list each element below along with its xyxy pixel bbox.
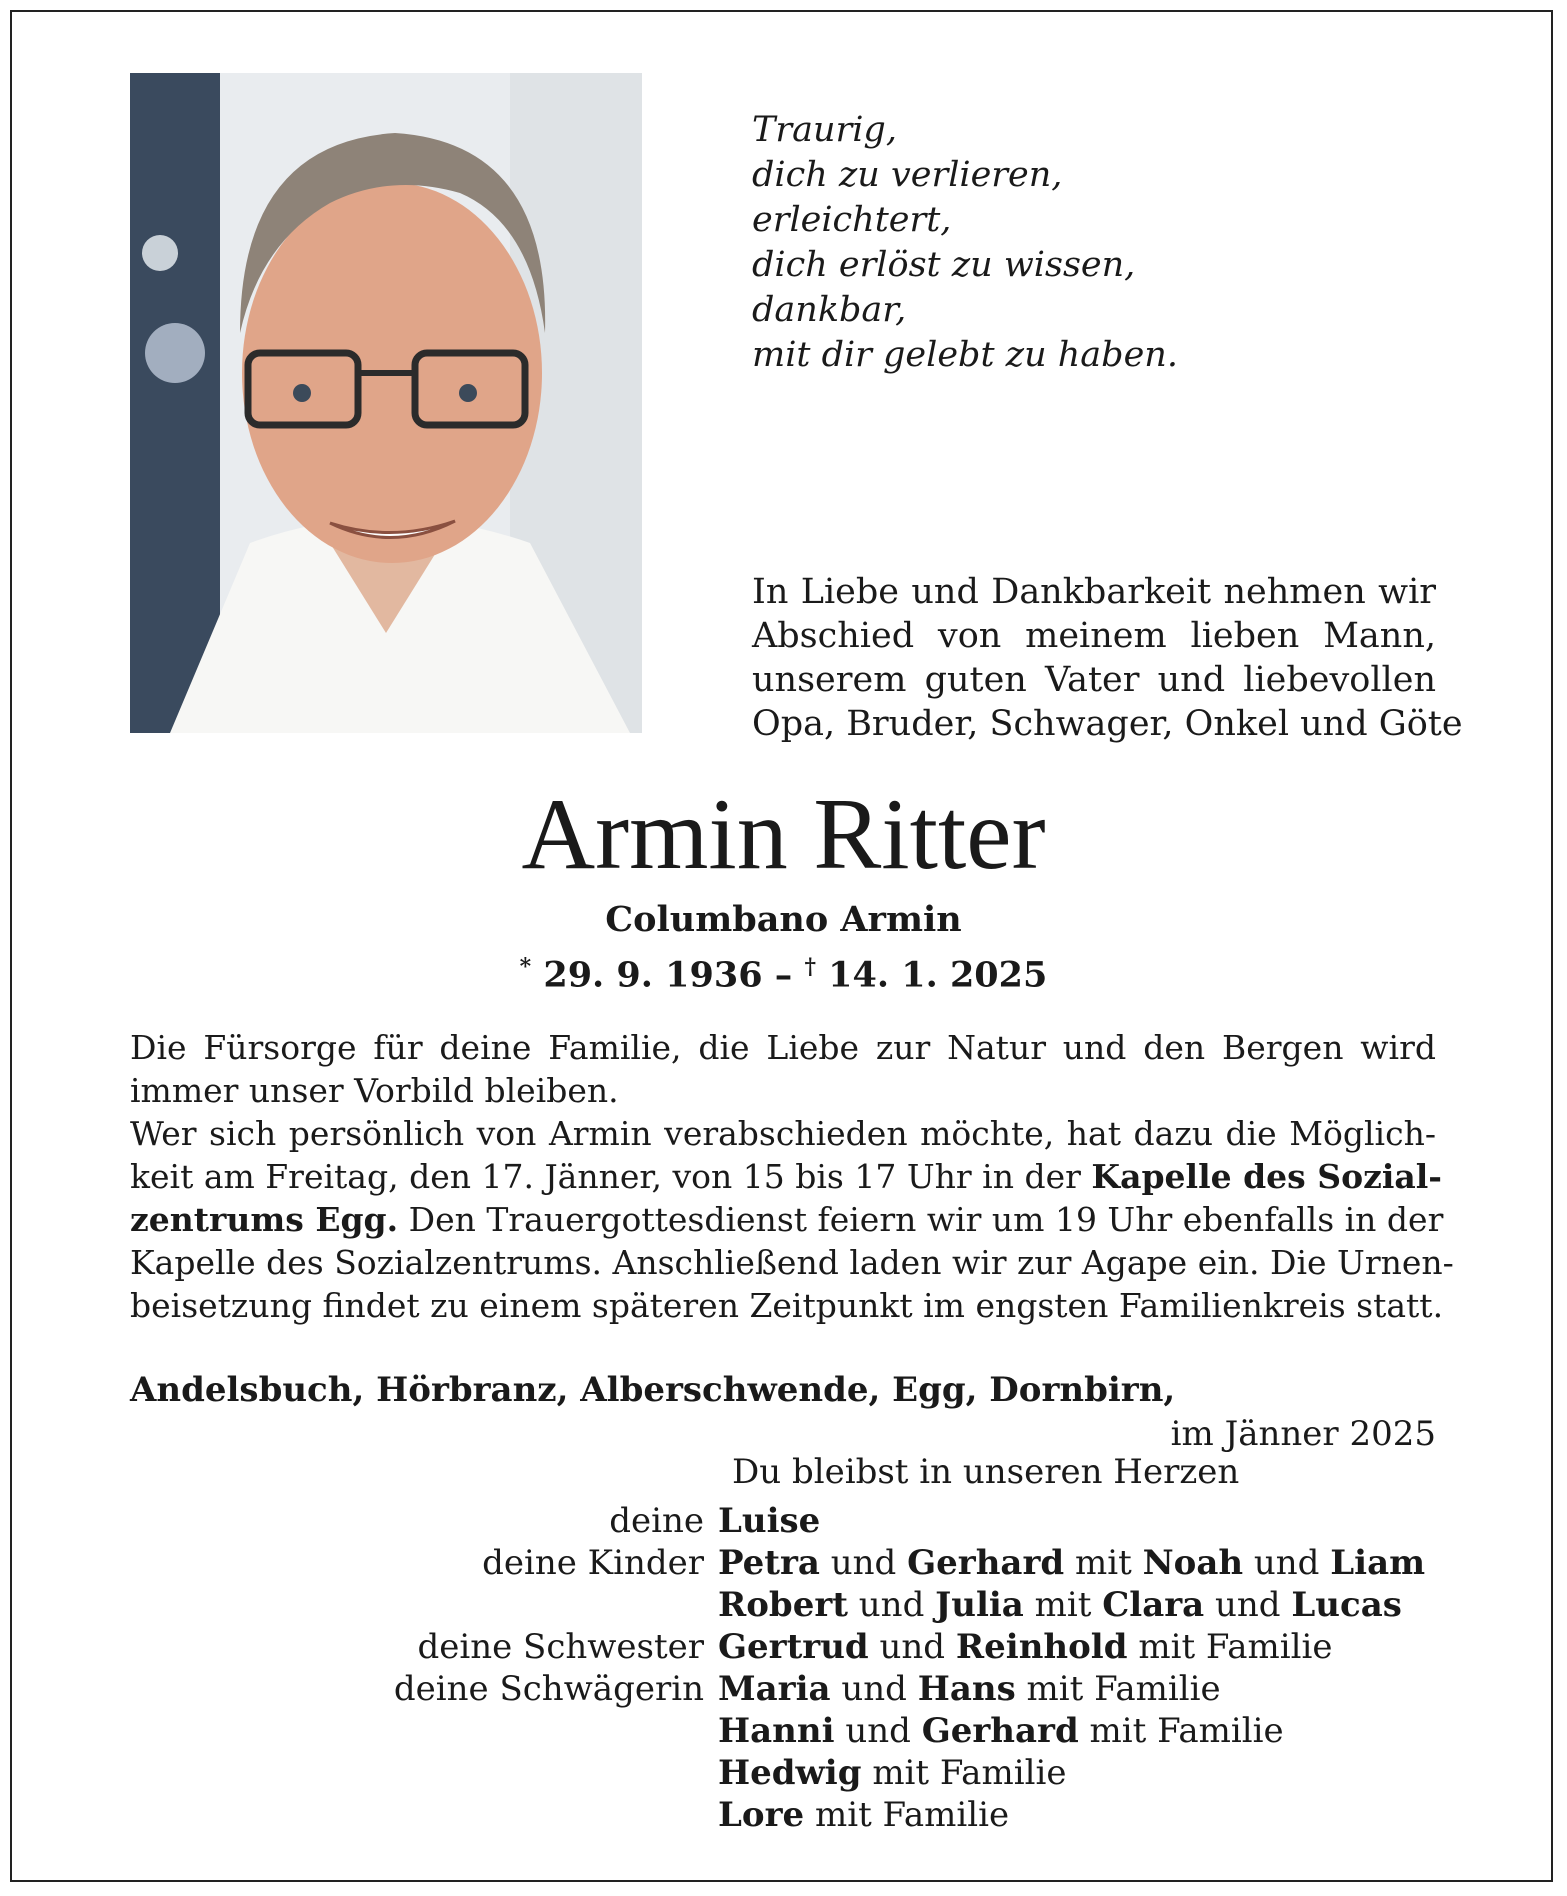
body-line	[130, 1198, 1444, 1241]
connector: und	[1215, 1585, 1281, 1625]
connector: und	[858, 1585, 925, 1625]
connector: mit Familie	[1089, 1711, 1284, 1751]
body-line: Die Fürsorge für deine Familie, die Liebe zur Natur und den Bergen wird	[130, 1028, 1436, 1067]
life-dates	[0, 945, 1567, 998]
body-text: Den Trauergottesdienst feiern wir um 19 Uhr ebenfalls in der	[408, 1200, 1444, 1239]
relation: deine Kinder	[482, 1543, 704, 1583]
connector: mit Familie	[1026, 1669, 1221, 1709]
poem-line: Traurig,	[752, 110, 897, 150]
mourner-name: Hans	[917, 1669, 1016, 1709]
location-name: Kapelle des Sozial-	[1091, 1157, 1442, 1196]
family-row	[130, 1500, 1436, 1542]
family-row	[130, 1752, 1436, 1794]
family-row	[130, 1794, 1436, 1836]
family-row	[130, 1584, 1436, 1626]
poem-line: dankbar,	[752, 290, 907, 330]
body-line: beisetzung findet zu einem späteren Zeitpunkt im engsten Familienkreis statt.	[130, 1286, 1444, 1325]
mourner-name: Gertrud	[718, 1627, 869, 1667]
poem-line: dich zu verlieren,	[752, 155, 1063, 195]
intro-line: Opa, Bruder, Schwager, Onkel und Göte	[752, 704, 1463, 744]
mourner-name: Hedwig	[718, 1753, 862, 1793]
connector: und	[841, 1669, 907, 1709]
mourner-name: Reinhold	[955, 1627, 1128, 1667]
mourner-name: Luise	[718, 1501, 821, 1541]
poem	[752, 108, 1178, 378]
family-row	[130, 1668, 1436, 1710]
mourner-name: Gerhard	[907, 1543, 1065, 1583]
birth-date: 29. 9. 1936	[543, 954, 763, 996]
family-list	[130, 1500, 1436, 1836]
connector: mit	[1034, 1585, 1092, 1625]
connector: und	[879, 1627, 946, 1667]
mourner-name: Robert	[718, 1585, 848, 1625]
poem-line: mit dir gelebt zu haben.	[752, 335, 1178, 375]
body-line	[130, 1155, 1442, 1198]
poem-line: erleichtert,	[752, 200, 952, 240]
portrait-photo	[130, 73, 642, 733]
relation: deine	[609, 1501, 704, 1541]
family-row	[130, 1710, 1436, 1752]
mourner-name: Hanni	[718, 1711, 835, 1751]
mourner-name: Julia	[935, 1585, 1024, 1625]
closing-line: Du bleibst in unseren Herzen	[732, 1452, 1240, 1492]
mourner-name: Lucas	[1291, 1585, 1402, 1625]
farewell-intro	[752, 570, 1463, 746]
mourner-name: Liam	[1330, 1543, 1426, 1583]
birth-symbol: *	[519, 954, 532, 980]
connector: und	[830, 1543, 897, 1583]
mourner-name: Clara	[1102, 1585, 1205, 1625]
intro-line: unserem guten Vater und liebevollen	[752, 660, 1436, 700]
town-list: Andelsbuch, Hörbranz, Alberschwende, Egg, Dornbirn,	[130, 1370, 1176, 1410]
connector: mit Familie	[814, 1795, 1010, 1835]
relation: deine Schwägerin	[393, 1669, 704, 1709]
family-row	[130, 1626, 1436, 1668]
mourner-name: Lore	[718, 1795, 805, 1835]
body-text: keit am Freitag, den 17. Jänner, von 15 bis 17 Uhr in der	[130, 1157, 1081, 1196]
intro-line: In Liebe und Dankbarkeit nehmen wir	[752, 572, 1436, 612]
connector: und	[1253, 1543, 1320, 1583]
mourner-name: Maria	[718, 1669, 831, 1709]
intro-line: Abschied von meinem lieben Mann,	[752, 616, 1436, 656]
place-date: im Jänner 2025	[1170, 1414, 1436, 1454]
relation: deine Schwester	[417, 1627, 704, 1667]
portrait-illustration	[130, 73, 642, 733]
death-date: 14. 1. 2025	[828, 954, 1048, 996]
mourner-name: Gerhard	[921, 1711, 1079, 1751]
death-symbol: †	[804, 954, 816, 980]
connector: und	[845, 1711, 911, 1751]
location-name: zentrums Egg.	[130, 1200, 399, 1239]
connector: mit Familie	[872, 1753, 1067, 1793]
announcement-text	[130, 1026, 1454, 1327]
connector: mit Familie	[1138, 1627, 1333, 1667]
places-line	[130, 1368, 1436, 1456]
mourner-name: Petra	[718, 1543, 820, 1583]
body-line: immer unser Vorbild bleiben.	[130, 1071, 619, 1110]
connector: mit	[1074, 1543, 1132, 1583]
date-separator: –	[774, 954, 793, 996]
deceased-name: Armin Ritter	[521, 778, 1046, 891]
poem-line: dich erlöst zu wissen,	[752, 245, 1136, 285]
family-row	[130, 1542, 1436, 1584]
body-line: Kapelle des Sozialzentrums. Anschließend laden wir zur Agape ein. Die Urnen-	[130, 1243, 1454, 1282]
mourner-name: Noah	[1142, 1543, 1244, 1583]
body-line: Wer sich persönlich von Armin verabschieden möchte, hat dazu die Möglich-	[130, 1114, 1436, 1153]
deceased-full-name: Columbano Armin	[605, 899, 962, 940]
